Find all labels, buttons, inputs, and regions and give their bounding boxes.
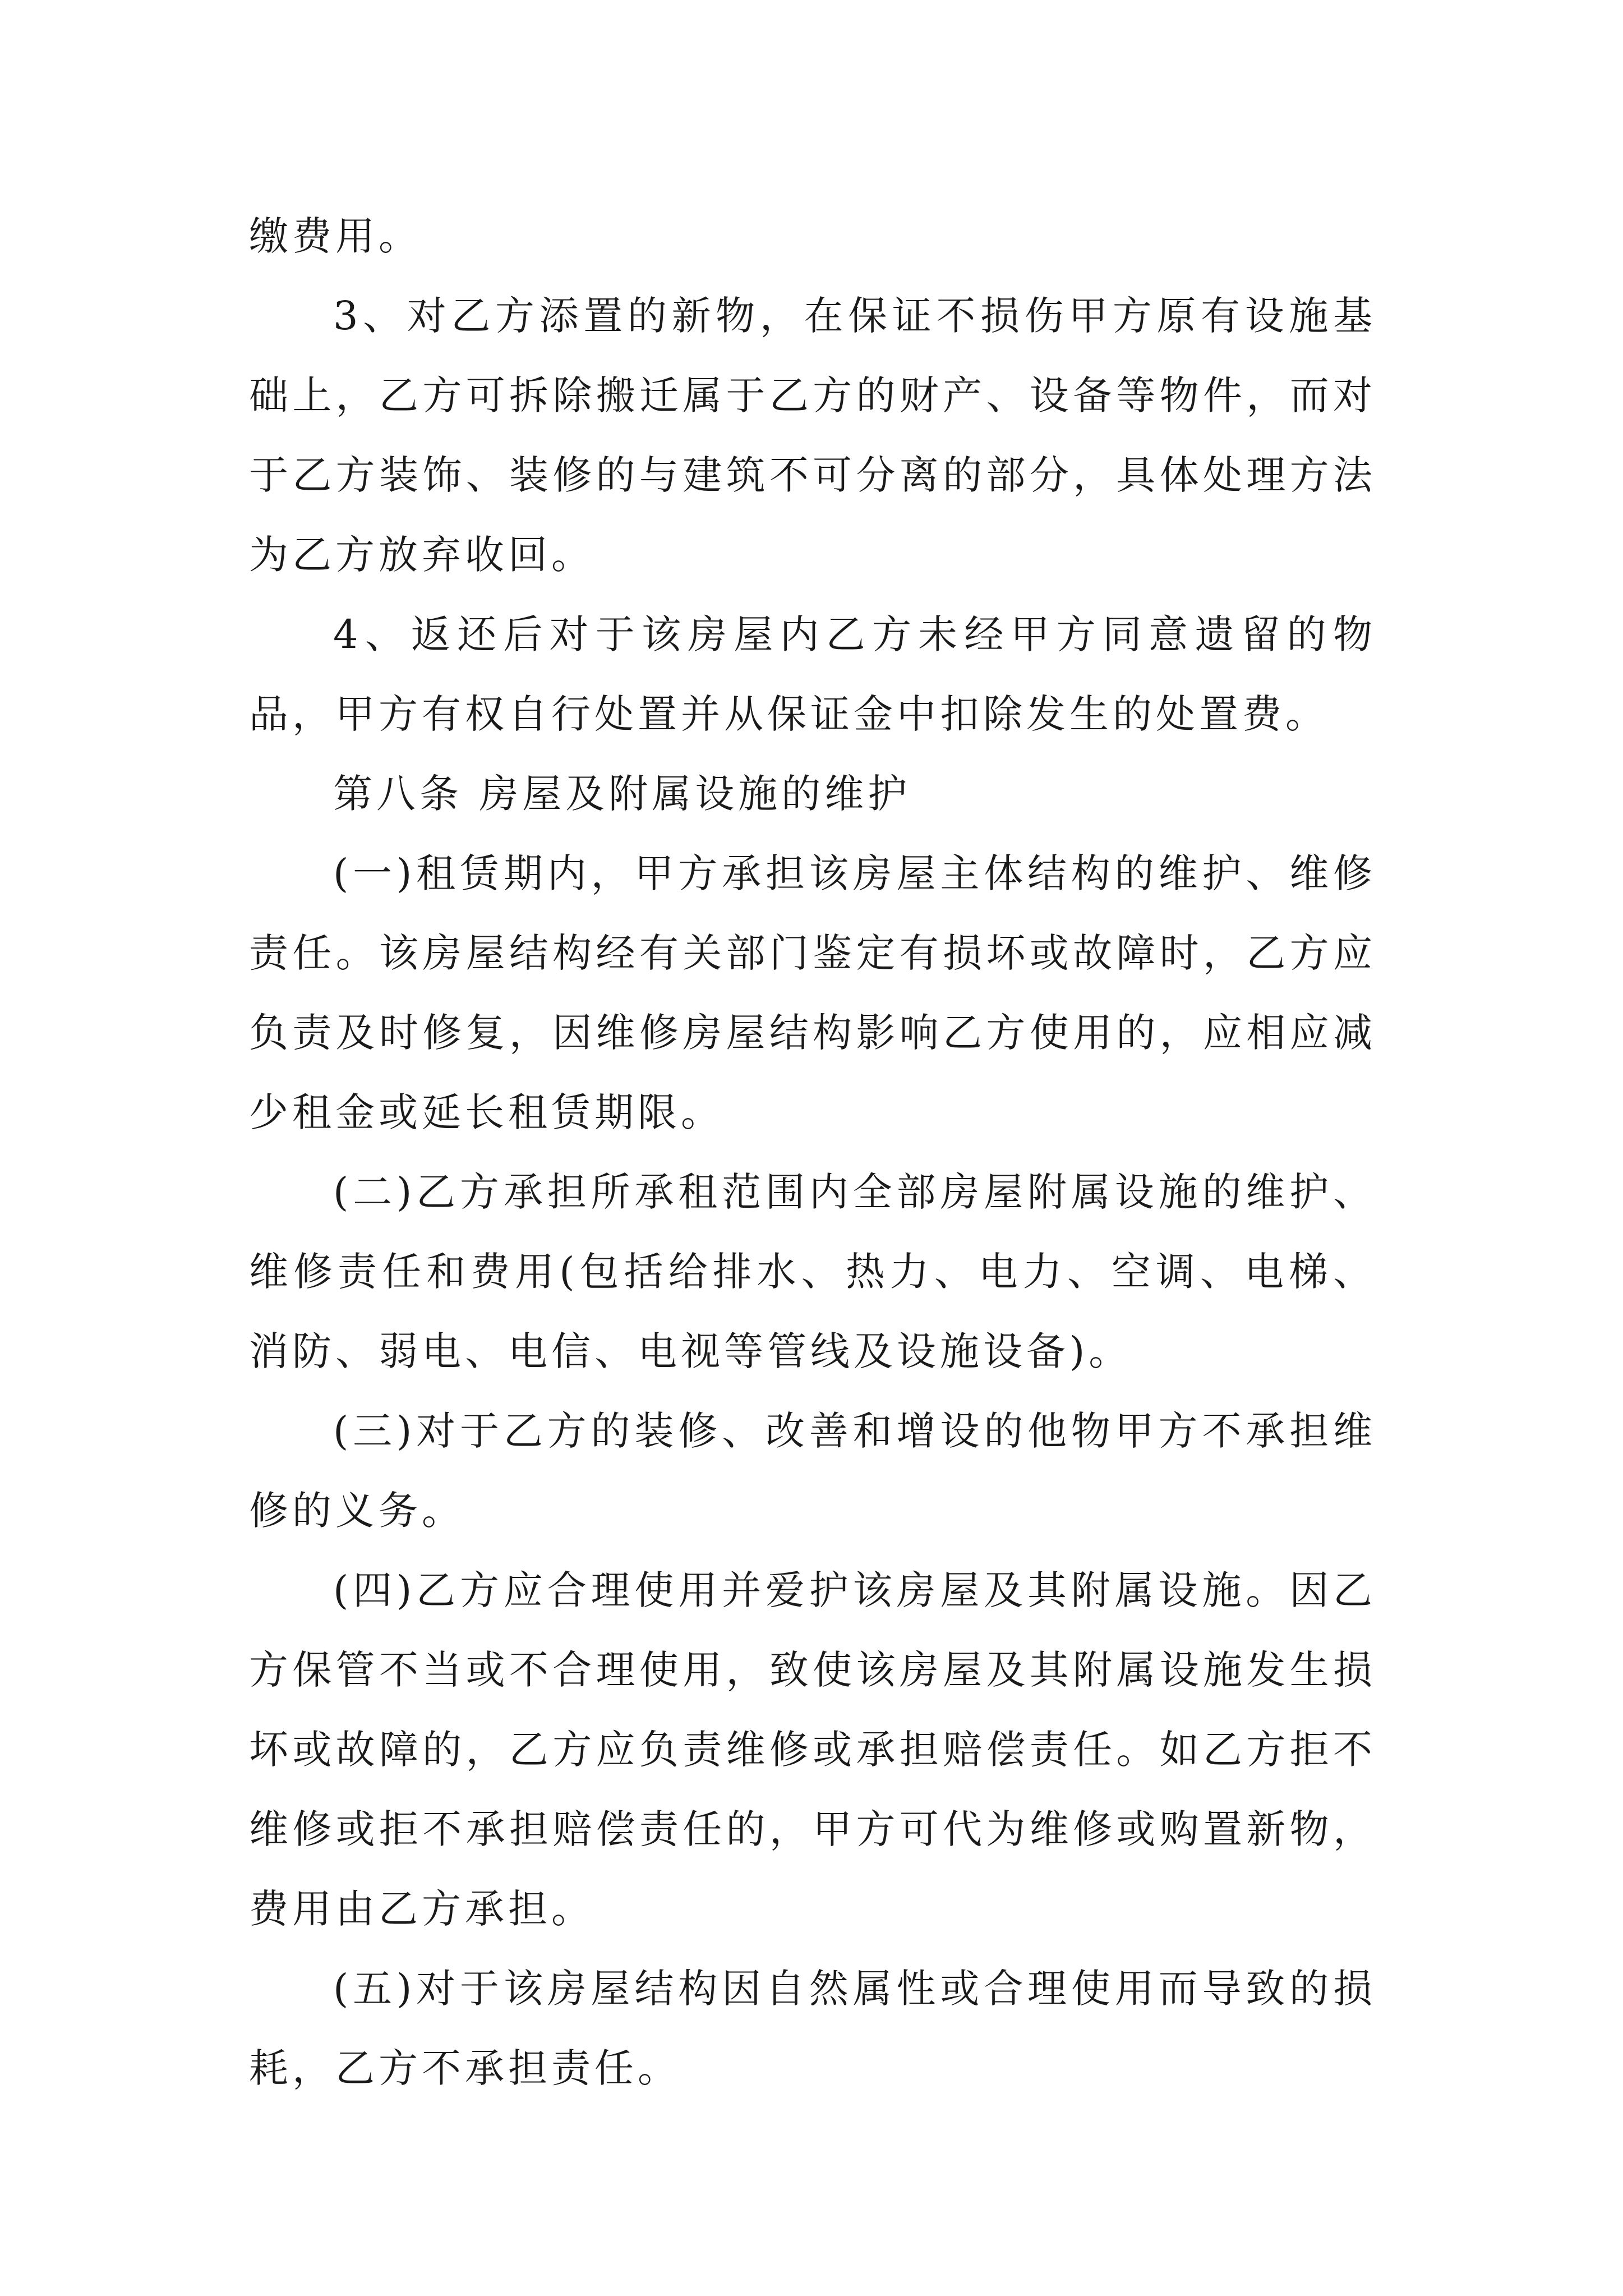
paragraph-clause-5: (五)对于该房屋结构因自然属性或合理使用而导致的损耗，乙方不承担责任。 (249, 1966, 1376, 2091)
paragraph-clause-3: (三)对于乙方的装修、改善和增设的他物甲方不承担维修的义务。 (249, 1408, 1376, 1534)
paragraph-clause-4: (四)乙方应合理使用并爱护该房屋及其附属设施。因乙方保管不当或不合理使用，致使该房屋及其附属设施发生损坏或故障的，乙方应负责维修或承担赔偿责任。如乙方拒不维修或拒不承担赔偿责任的，甲方可代为维修或购置新物，费用由乙方承担。 (249, 1567, 1376, 1932)
paragraph-item-4: 4、返还后对于该房屋内乙方未经甲方同意遗留的物品，甲方有权自行处置并从保证金中扣除发生的处置费。 (249, 611, 1376, 737)
paragraph-clause-1: (一)租赁期内，甲方承担该房屋主体结构的维护、维修责任。该房屋结构经有关部门鉴定有损坏或故障时，乙方应负责及时修复，因维修房屋结构影响乙方使用的，应相应减少租金或延长租赁期限。 (249, 850, 1376, 1135)
document-body (249, 196, 1376, 2108)
paragraph-item-3: 3、对乙方添置的新物，在保证不损伤甲方原有设施基础上，乙方可拆除搬迁属于乙方的财产、设备等物件，而对于乙方装饰、装修的与建筑不可分离的部分，具体处理方法为乙方放弃收回。 (249, 293, 1376, 578)
article-8-heading: 第八条 房屋及附属设施的维护 (333, 771, 911, 817)
paragraph-continuation: 缴费用。 (249, 213, 422, 259)
paragraph-clause-2: (二)乙方承担所承租范围内全部房屋附属设施的维护、维修责任和费用(包括给排水、热力、电力、空调、电梯、消防、弱电、电信、电视等管线及设施设备)。 (249, 1169, 1376, 1374)
